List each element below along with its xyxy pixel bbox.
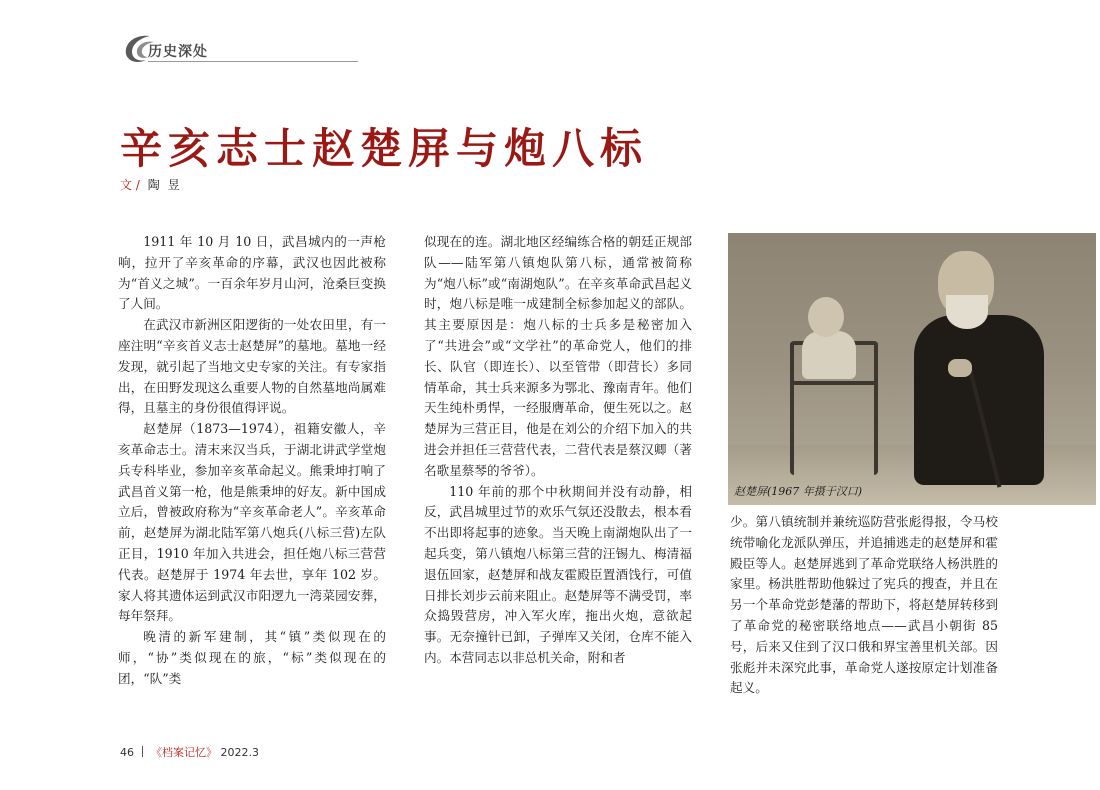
text-column-1 [118, 232, 386, 690]
byline-label: 文 / [120, 178, 140, 192]
text-column-2 [424, 232, 692, 669]
text-column-3 [730, 512, 998, 699]
high-chair-rail [790, 381, 878, 385]
elder-beard [946, 295, 988, 329]
byline [120, 176, 188, 193]
header-rule [148, 61, 358, 62]
footer-divider [142, 746, 143, 757]
section-header [120, 32, 260, 66]
article-title: 辛亥志士赵楚屏与炮八标 [120, 124, 649, 173]
paragraph: 110 年前的那个中秋期间并没有动静，相反，武昌城里过节的欢乐气氛还没散去，根本看不出即将起事的迹象。当天晚上南湖炮队出了一起兵变，第八镇炮八标第三营的汪锡九、梅清福退伍回家，赵楚屏和战友霍殿臣置酒饯行，可值日排长刘步云前来阻止。赵楚屏等不满受罚，率众捣毁营房，冲入军火库，拖出火炮，意欲起事。无奈撞针已卸，子弹库又关闭，仓库不能入内。本营同志以非总机关命，附和者 [424, 483, 692, 665]
paragraph: 1911 年 10 月 10 日，武昌城内的一声枪响，拉开了辛亥革命的序幕，武汉也因此被称为“首义之城”。一百余年岁月山河，沧桑巨变换了人间。 [118, 234, 386, 312]
child-head [808, 297, 844, 337]
child-figure [802, 331, 856, 379]
elder-hand [948, 359, 972, 377]
paragraph: 似现在的连。湖北地区经编练合格的朝廷正规部队——陆军第八镇炮队第八标，通常被简称为“炮八标”或“南湖炮队”。在辛亥革命武昌起义时，炮八标是唯一成建制全标参加起义的部队。其主要原因是：炮八标的士兵多是秘密加入了“共进会”或“文学社”的革命党人，他们的排长、队官（即连长）、以至管带（即营长）多同情革命，其士兵来源多为鄂北、豫南青年。他们天生纯朴勇悍，一经服膺革命，便生死以之。赵楚屏为三营正目，他是在刘公的介绍下加入的共进会并担任三营营代表，二营代表是蔡汉卿（著名歌星蔡琴的爷爷）。 [424, 234, 692, 478]
magazine-name: 《档案记忆》 [151, 746, 217, 759]
section-tag: 历史深处 [148, 44, 208, 60]
historical-photo [728, 233, 1096, 505]
page-number: 46 [120, 746, 134, 759]
author-name: 陶昱 [147, 178, 188, 192]
paragraph: 少。第八镇统制并兼统巡防营张彪得报，令马校统带喻化龙派队弹压，并追捕逃走的赵楚屏和霍殿臣等人。赵楚屏逃到了革命党联络人杨洪胜的家里。杨洪胜帮助他躲过了宪兵的搜查，并且在另一个革命党彭楚藩的帮助下，将赵楚屏转移到了革命党的秘密联络地点——武昌小朝街 85 号，后来又住到了汉口俄和界宝善里机关部。因张彪并未深究此事，革命党人遂按原定计划准备起义。 [730, 514, 998, 696]
photo-caption: 赵楚屏(1967 年摄于汉口) [734, 485, 863, 498]
page-footer [120, 744, 259, 760]
paragraph: 晚清的新军建制，其“镇”类似现在的师，“协”类似现在的旅，“标”类似现在的团，“队”类 [118, 629, 386, 686]
paragraph: 赵楚屏（1873—1974），祖籍安徽人，辛亥革命志士。清末来汉当兵，于湖北讲武学堂炮兵专科毕业，参加辛亥革命起义。熊秉坤打响了武昌首义第一枪，他是熊秉坤的好友。新中国成立后，曾被政府称为“辛亥革命老人”。辛亥革命前，赵楚屏为湖北陆军第八炮兵(八标三营)左队正目，1910 年加入共进会，担任炮八标三营营代表。赵楚屏于 1974 年去世，享年 102 岁。家人将其遗体运到武汉市阳逻九一湾菜园安葬，每年祭拜。 [118, 421, 386, 624]
issue-number: 2022.3 [220, 746, 259, 759]
paragraph: 在武汉市新洲区阳逻街的一处农田里，有一座注明“辛亥首义志士赵楚屏”的墓地。墓地一经发现，就引起了当地文史专家的关注。有专家指出，在田野发现这么重要人物的自然墓地尚属难得，且墓主的身份很值得评说。 [118, 317, 386, 416]
